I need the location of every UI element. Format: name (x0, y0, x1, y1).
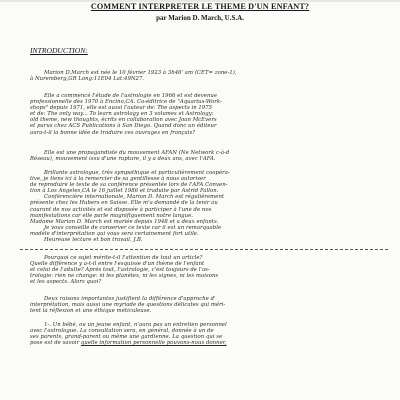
article-author: par Marion D. March, U.S.A. (156, 14, 244, 22)
text-line: tent la réflexion et une éthique méticuleuse. (30, 308, 152, 315)
text-line: tion à Los Angeles,CA le 16 juillet 1986 et traduite par Astrid Fallon. (30, 188, 219, 195)
text-line: manifestations car elle parle magnifiquement notre langue. (30, 212, 193, 219)
text-line: présente chez les Hubers en Suisse. Elle m'a demandé de la tenir au (30, 200, 218, 207)
article-title (0, 1, 400, 12)
birth-data-paragraph (30, 70, 378, 82)
text-line: à Nuremberg,GR Long:11E04 Lat:49N27. (30, 76, 145, 83)
text-line: interprétation, mais aussi une myriade de questions délicates qui méri- (30, 302, 226, 309)
text-line: modèle d'interprétation qui vous sera certainement fort utile. (30, 230, 199, 237)
text-line: et celui de l'adulte? Après tout, l'astrologie, c'est toujours de l'as- (30, 267, 210, 274)
text-line: Conférencière internationale, Marion D. March est régulièrement (44, 194, 225, 201)
text-line: et de: The only way... To learn astrology en 3 volumes et Astrology: (30, 111, 214, 118)
reasons-paragraph (30, 296, 378, 314)
text-line: Madame Marion D. March est mariée depuis 1948 et a deux enfants. (30, 218, 219, 225)
text-segment: pose est de savoir (30, 340, 81, 347)
section-divider (20, 249, 388, 250)
text-line: avec l'astrologue. La consultation sera, en général, donnée à un de (30, 328, 214, 335)
question-paragraph (30, 255, 378, 285)
text-line: professionnelle dès 1970 à Encino,CA. Co-éditrice de "Aquarius-Work- (30, 99, 222, 106)
text-line: Elle est une propagandiste du mouvement AFAN (Ne Network c-à-d (44, 150, 230, 156)
text-line: Deux raisons importantes justifient la différence d'approche d' (44, 296, 216, 302)
afan-paragraph (30, 150, 378, 162)
career-paragraph (30, 93, 378, 136)
text-line (30, 340, 378, 346)
text-line: de reproduire le texte de sa conférence présentée lors de l'AFA Conven- (30, 182, 228, 189)
introduction-heading: INTRODUCTION: (30, 46, 88, 55)
article-title-text: COMMENT INTERPRETER LE THEME D'UN ENFANT? (90, 2, 310, 11)
text-line: shops" depuis 1971, elle est aussi l'auteur de: The aspects in 1975 (30, 105, 213, 112)
text-line: ses parents, grand-parent ou même une gardienne. La question qui se (30, 334, 223, 341)
text-line: Réseau), mouvement issu d'une rupture, il y a deux ans, avec l'AFA. (30, 156, 216, 163)
text-line: 1-. Un bébé, ou un jeune enfant, n'aura pas un entretien personnel (44, 322, 227, 328)
text-line: aura-t-il la bonne idée de traduire ces ouvrages en français? (30, 129, 196, 136)
text-line: Je vous conseille de conserver ce texte car il est un remarquable (44, 224, 222, 231)
text-line: Quelle différence y a-t-il entre l'esquisse d'un thème de l'enfant (30, 261, 205, 268)
underlined-text-segment: quelle information personnelle pouvons-nous donner, (80, 340, 227, 347)
text-line: et les aspects. Alors quoi? (30, 279, 102, 286)
text-line: et parus chez ACS Publications à San Diego. Quand donc un éditeur (30, 123, 217, 130)
text-line: Elle a commencé l'étude de l'astrologie en 1966 et est devenue (44, 93, 218, 99)
text-line: trologie: rien ne change: ni les planètes, ni les signes, ni les maisons (30, 273, 219, 280)
text-line: old theme, new thoughts, écrits en collaboration avec Joan McEvers (30, 117, 217, 124)
text-line: courant de nos activités et est disposée à participer à l'une de nos (30, 206, 212, 213)
text-line: Heureuse lecture et bon travail. J.B. (44, 237, 143, 244)
first-reason-paragraph (30, 322, 378, 346)
text-line: Pourquoi ce sujet mérite-t-il l'attention de tout un article? (44, 255, 203, 261)
acknowledgement-paragraph (30, 170, 378, 243)
text-line: Brillante astrologue, très sympathique et particulièrement coopéra- (44, 170, 230, 176)
text-line: tive, je tiens ici à la remercier de sa gentillesse à nous autoriser (30, 176, 206, 183)
text-line: Marion D.March est née le 10 février 1923 à 3h46' am (CET= zone-1), (44, 70, 237, 76)
